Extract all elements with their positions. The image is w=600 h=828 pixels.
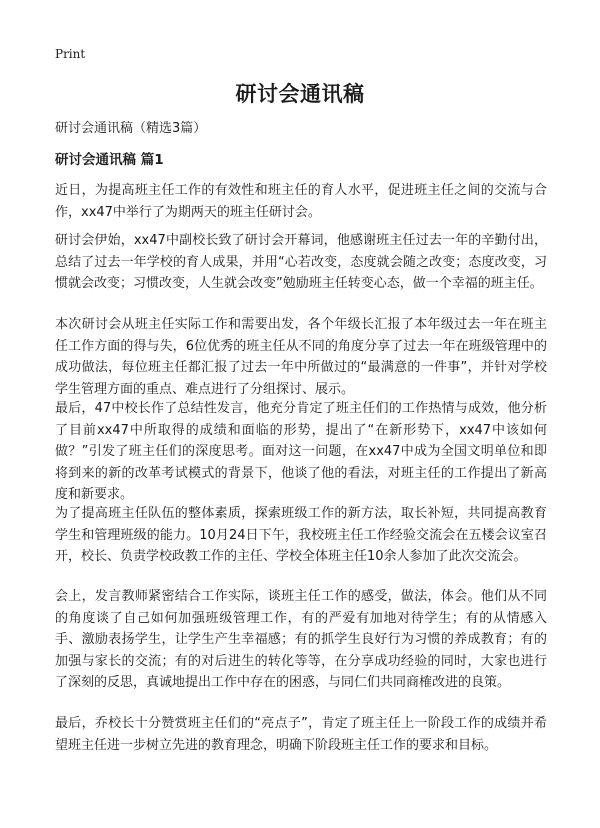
paragraph: 最后，47中校长作了总结性发言，他充分肯定了班主任们的工作热情与成效，他分析了目前xx47中所取得的成绩和面临的形势，提出了“在新形势下，xx47中该如何做？”引发了班主任们的深度思考。面对这一问题，在xx47中成为全国文明单位和即将到来的新的改革考试模式的背景下，他谈了他的看法，对班主任的工作提出了新高度和新要求。 — [55, 401, 547, 503]
document-title: 研讨会通讯稿 — [235, 82, 365, 106]
paragraph: 最后，乔校长十分赞赏班主任们的“亮点子”，肯定了班主任上一阶段工作的成绩并希望班主任进一步树立先进的教育理念，明确下阶段班主任工作的要求和目标。 — [55, 716, 547, 753]
paragraph: 为了提高班主任队伍的整体素质，探索班级工作的新方法，取长补短，共同提高教育学生和管理班级的能力。10月24日下午，我校班主任工作经验交流会在五楼会议室召开，校长、负责学校政教工作的主任、学校全体班主任10余人参加了此次交流会。 — [55, 506, 547, 565]
paragraph: 本次研讨会从班主任实际工作和需要出发，各个年级长汇报了本年级过去一年在班主任工作方面的得与失，6位优秀的班主任从不同的角度分享了过去一年在班级管理中的成功做法，每位班主任都汇报了过去一年中所做过的“最满意的一件事”，并针对学校学生管理方面的重点、难点进行了分组探讨、展示。 — [55, 317, 547, 397]
paragraph: 研讨会伊始，xx47中副校长致了研讨会开幕词，他感谢班主任过去一年的辛勤付出，总结了过去一年学校的育人成果，并用“心若改变，态度就会随之改变；态度改变，习惯就会改变；习惯改变，人生就会改变”勉励班主任转变心态，做一个幸福的班主任。 — [55, 233, 547, 292]
print-link[interactable]: Print — [55, 47, 86, 61]
paragraph: 近日，为提高班主任工作的有效性和班主任的育人水平，促进班主任之间的交流与合作，xx47中举行了为期两天的班主任研讨会。 — [55, 183, 547, 220]
document-subtitle: 研讨会通讯稿（精选3篇） — [55, 121, 207, 136]
section-heading: 研讨会通讯稿 篇1 — [55, 152, 164, 168]
paragraph: 会上，发言教师紧密结合工作实际，谈班主任工作的感受，做法，体会。他们从不同的角度谈了自己如何加强班级管理工作，有的严爱有加地对待学生；有的从情感入手、激励表扬学生，让学生产生幸福感；有的抓学生良好行为习惯的养成教育；有的加强与家长的交流；有的对后进生的转化等等，在分享成功经验的同时，大家也进行了深刻的反思，真诚地提出工作中存在的困惑，与同仁们共同商榷改进的良策。 — [55, 589, 547, 691]
